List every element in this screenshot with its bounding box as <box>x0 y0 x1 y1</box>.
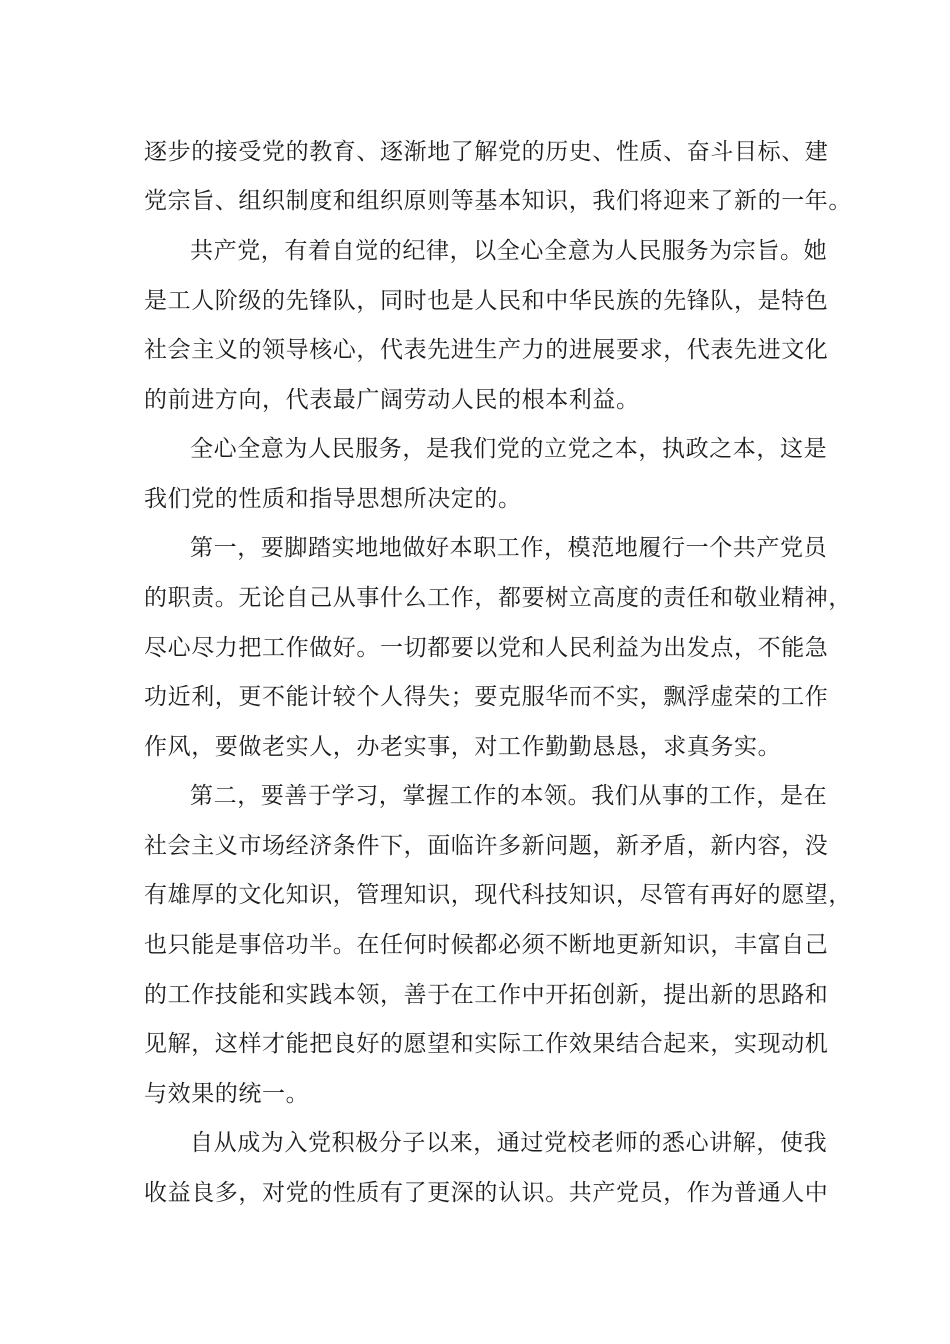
text-line: 逐步的接受党的教育、逐渐地了解党的历史、性质、奋斗目标、建 <box>144 139 829 165</box>
text-line: 的前进方向，代表最广阔劳动人民的根本利益。 <box>144 387 640 413</box>
text-line: 的工作技能和实践本领，善于在工作中开拓创新，提出新的思路和 <box>144 982 829 1008</box>
text-line: 作风，要做老实人，办老实事，对工作勤勤恳恳，求真务实。 <box>144 734 782 760</box>
text-line: 功近利，更不能计较个人得失；要克服华而不实，飘浮虚荣的工作 <box>144 684 829 710</box>
paragraph-first-line: 自从成为入党积极分子以来，通过党校老师的悉心讲解，使我 <box>190 1130 828 1156</box>
text-line: 与效果的统一。 <box>144 1081 310 1107</box>
text-line: 见解，这样才能把良好的愿望和实际工作效果结合起来，实现动机 <box>144 1031 829 1057</box>
text-line: 也只能是事倍功半。在任何时候都必须不断地更新知识，丰富自己 <box>144 932 829 958</box>
text-line: 社会主义市场经济条件下，面临许多新问题，新矛盾，新内容，没 <box>144 833 829 859</box>
text-line: 的职责。无论自己从事什么工作，都要树立高度的责任和敬业精神， <box>144 585 852 611</box>
paragraph-first-line: 共产党，有着自觉的纪律，以全心全意为人民服务为宗旨。她 <box>190 238 828 264</box>
text-line: 尽心尽力把工作做好。一切都要以党和人民利益为出发点，不能急 <box>144 635 829 661</box>
paragraph-first-line: 第一，要脚踏实地地做好本职工作，模范地履行一个共产党员 <box>190 535 828 561</box>
text-line: 党宗旨、组织制度和组织原则等基本知识，我们将迎来了新的一年。 <box>144 188 852 214</box>
paragraph-first-line: 第二，要善于学习，掌握工作的本领。我们从事的工作，是在 <box>190 783 828 809</box>
text-line: 社会主义的领导核心，代表先进生产力的进展要求，代表先进文化 <box>144 337 829 363</box>
text-line: 我们党的性质和指导思想所决定的。 <box>144 486 522 512</box>
text-line: 收益良多，对党的性质有了更深的认识。共产党员，作为普通人中 <box>144 1180 829 1206</box>
text-line: 是工人阶级的先锋队，同时也是人民和中华民族的先锋队，是特色 <box>144 288 829 314</box>
text-line: 有雄厚的文化知识，管理知识，现代科技知识，尽管有再好的愿望， <box>144 882 852 908</box>
paragraph-first-line: 全心全意为人民服务，是我们党的立党之本，执政之本，这是 <box>190 436 828 462</box>
